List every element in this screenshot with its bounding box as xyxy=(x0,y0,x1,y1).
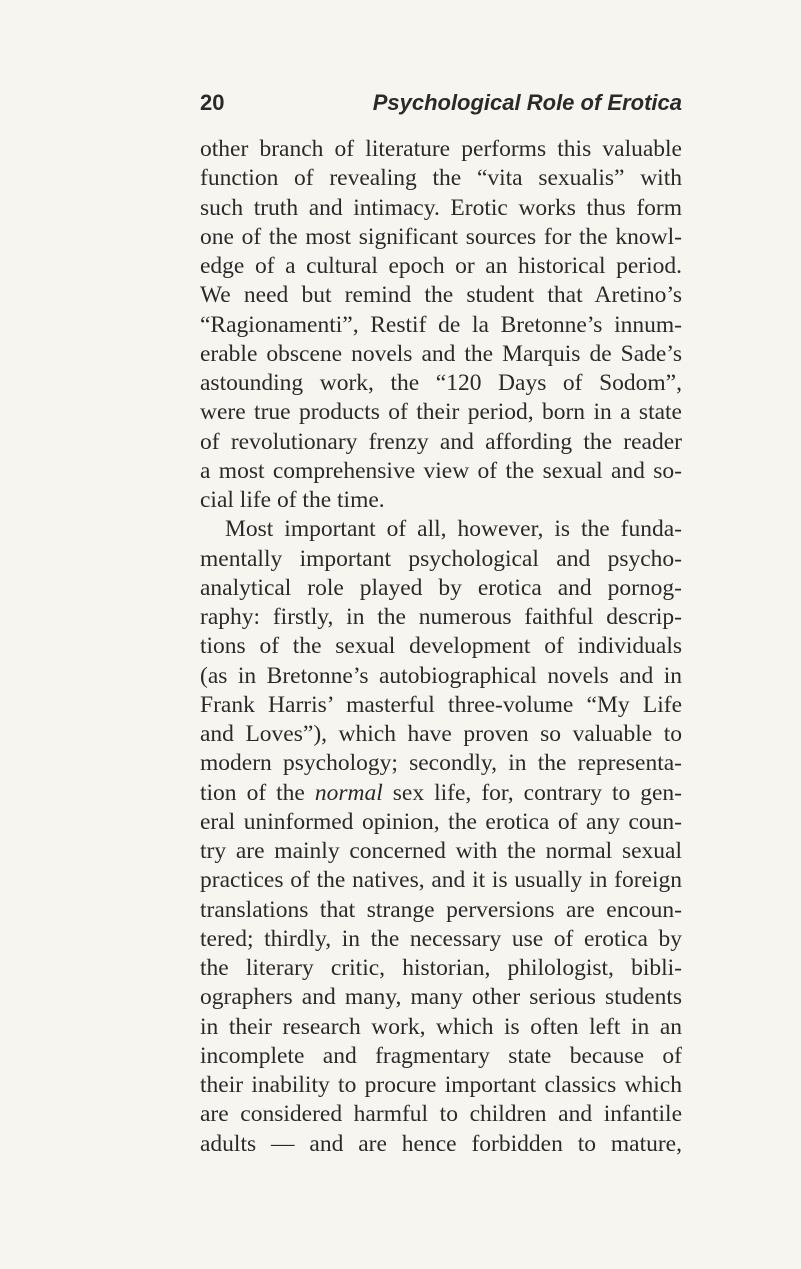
text-line: in their research work, which is often left in an xyxy=(200,1013,682,1040)
text-line: astounding work, the “120 Days of Sodom”, xyxy=(200,370,682,396)
text-line: of revolutionary frenzy and affording the reader xyxy=(200,428,682,455)
text-line: We need but remind the student that Aretino’s xyxy=(200,282,682,309)
body-text xyxy=(200,135,682,1159)
text-line: function of revealing the “vita sexualis” with xyxy=(200,165,682,192)
line-segment: sex life, for, contrary to gen- xyxy=(382,779,682,806)
text-line: their inability to procure important classics which xyxy=(200,1072,682,1098)
text-line: were true products of their period, born in a state xyxy=(200,399,682,426)
text-line: tions of the sexual development of individuals xyxy=(200,633,682,660)
text-line: (as in Bretonne’s autobiographical novels and in xyxy=(200,662,682,689)
text-line: and Loves”), which have proven so valuable to xyxy=(200,721,682,747)
text-line: such truth and intimacy. Erotic works thus form xyxy=(200,194,682,221)
text-line: “Ragionamenti”, Restif de la Bretonne’s innum- xyxy=(200,311,682,338)
text-line: edge of a cultural epoch or an historical period. xyxy=(200,253,682,279)
text-line: Frank Harris’ masterful three-volume “My Life xyxy=(200,691,682,718)
paragraph-first-line: Most important of all, however, is the funda- xyxy=(225,516,682,543)
text-line: translations that strange perversions are encoun- xyxy=(200,896,682,923)
text-line: tered; thirdly, in the necessary use of erotica by xyxy=(200,925,682,952)
text-line: modern psychology; secondly, in the representa- xyxy=(200,750,682,777)
page-number: 20 xyxy=(200,90,225,115)
text-line: analytical role played by erotica and pornog- xyxy=(200,574,682,601)
text-line: the literary critic, historian, philologist, bibli- xyxy=(200,955,682,981)
running-title: Psychological Role of Erotica xyxy=(372,90,682,115)
text-line: erable obscene novels and the Marquis de Sade’s xyxy=(200,340,682,367)
text-line: other branch of literature performs this valuable xyxy=(200,136,682,162)
text-line: incomplete and fragmentary state because of xyxy=(200,1042,682,1069)
text-line: try are mainly concerned with the normal sexual xyxy=(200,838,682,864)
text-line: mentally important psychological and psycho- xyxy=(200,545,682,572)
text-line: a most comprehensive view of the sexual and so- xyxy=(200,457,682,484)
text-line-with-emphasis xyxy=(200,779,682,808)
text-line: one of the most significant sources for the knowl- xyxy=(200,223,682,250)
text-line: raphy: firstly, in the numerous faithful descrip- xyxy=(200,604,682,630)
text-line: adults — and are hence forbidden to mature, xyxy=(200,1130,682,1157)
emphasized-word: normal xyxy=(314,779,383,806)
text-line: practices of the natives, and it is usually in foreign xyxy=(200,867,682,894)
text-line: are considered harmful to children and infantile xyxy=(200,1101,682,1128)
line-segment: tion of the xyxy=(200,779,315,806)
running-head xyxy=(200,90,682,122)
text-line: ographers and many, many other serious students xyxy=(200,984,682,1011)
text-line: eral uninformed opinion, the erotica of any coun- xyxy=(200,808,682,835)
paragraph-end-line: cial life of the time. xyxy=(200,487,385,513)
